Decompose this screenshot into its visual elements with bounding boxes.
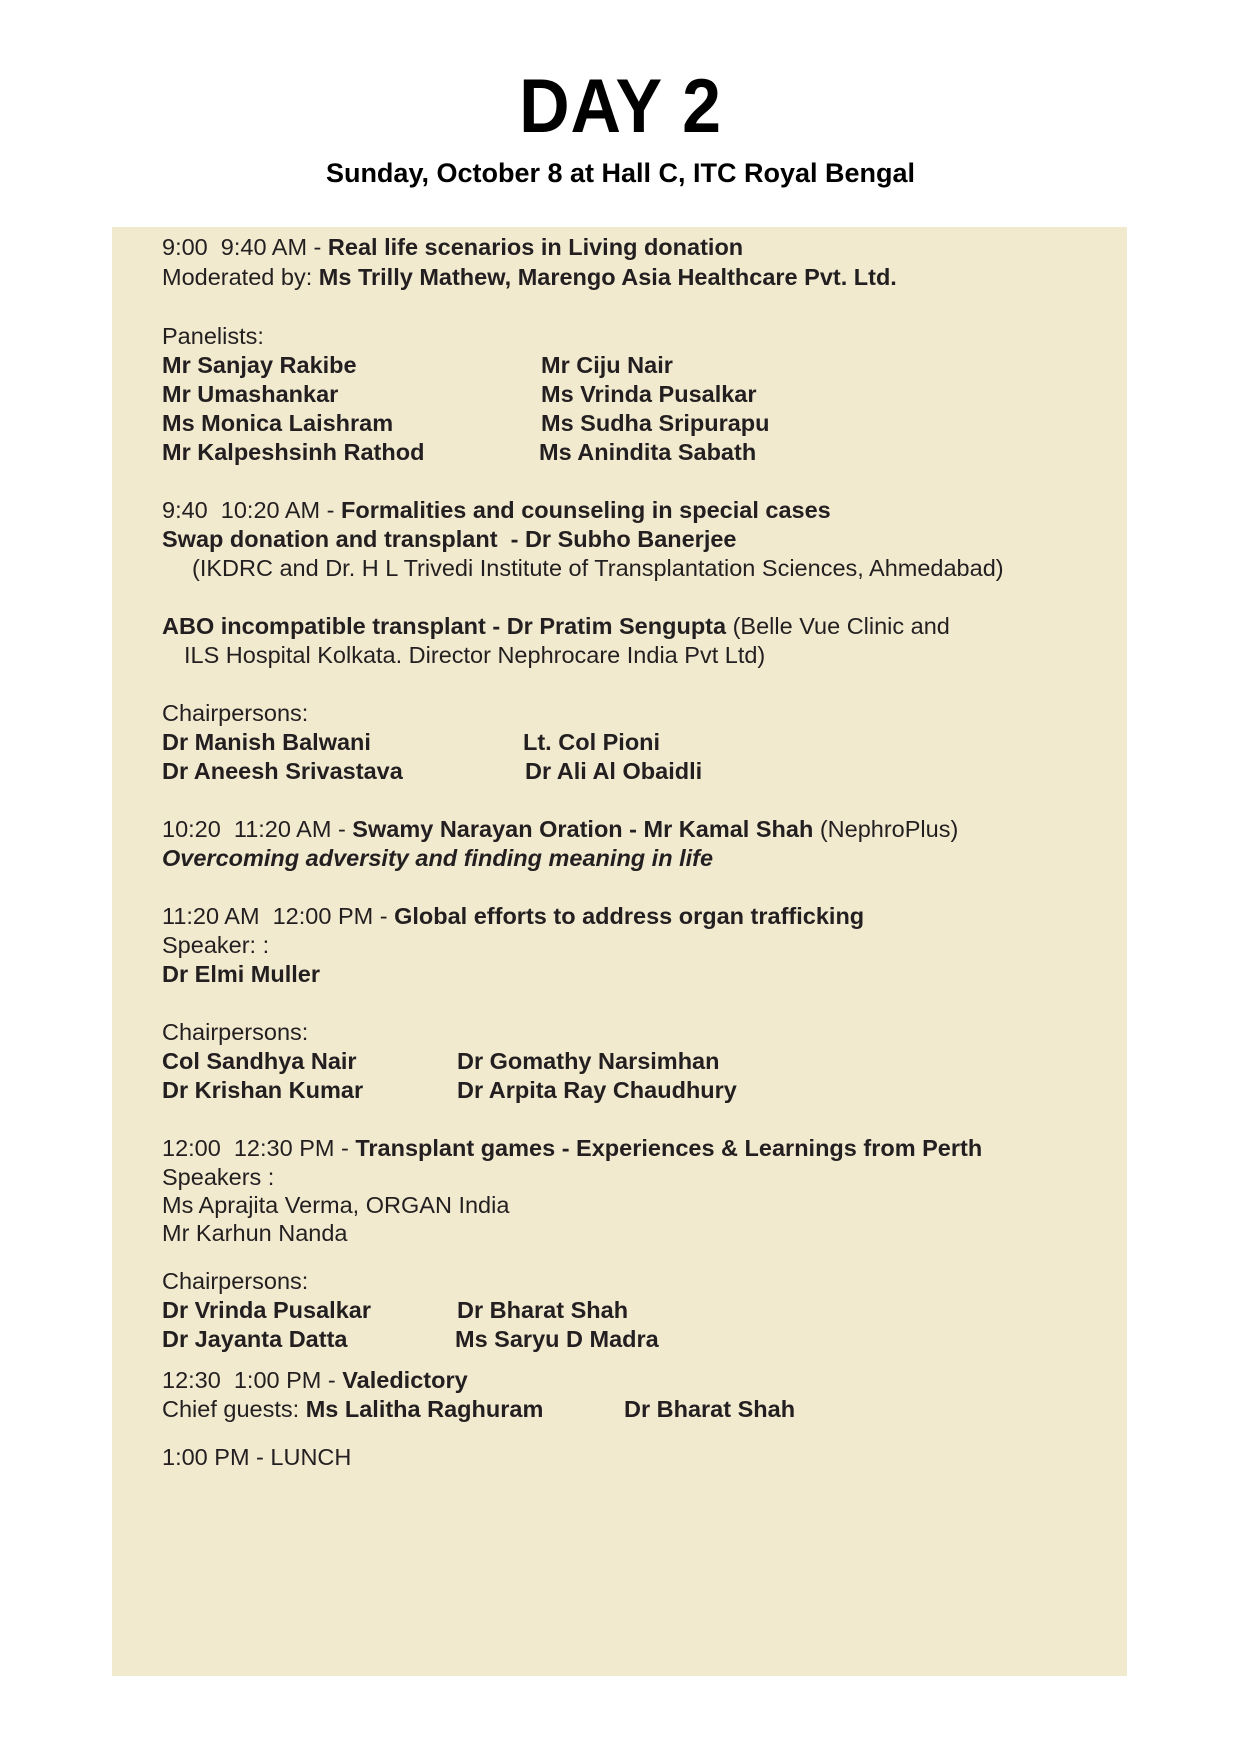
panelist: Ms Anindita Sabath — [539, 439, 757, 465]
session-time: 9:40 10:20 AM - — [162, 497, 341, 523]
session-time: 12:30 1:00 PM - — [162, 1367, 343, 1393]
panelists-label: Panelists: — [162, 323, 264, 349]
schedule-panel — [112, 227, 1127, 1676]
talk-2 — [162, 611, 950, 641]
session-4-heading — [162, 901, 864, 931]
session-time: 9:00 9:40 AM - — [162, 234, 328, 260]
chairperson: Dr Vrinda Pusalkar — [162, 1297, 371, 1323]
session-1-heading — [162, 232, 743, 262]
session-1-moderator — [162, 262, 897, 292]
chairperson: Dr Gomathy Narsimhan — [457, 1048, 720, 1074]
talk-affiliation: (Belle Vue Clinic and — [726, 613, 950, 639]
session-2-heading — [162, 495, 831, 525]
panelist: Ms Vrinda Pusalkar — [541, 381, 757, 407]
guest-name: Ms Lalitha Raghuram — [305, 1396, 544, 1422]
talk-title: Swap donation and transplant - Dr Subho Banerjee — [162, 526, 737, 552]
chairperson: Dr Ali Al Obaidli — [525, 758, 703, 784]
session-5-heading — [162, 1133, 982, 1163]
speaker-name: Dr Elmi Muller — [162, 961, 321, 987]
chairperson: Dr Krishan Kumar — [162, 1077, 364, 1103]
chairpersons-label: Chairpersons: — [162, 700, 309, 726]
talk-title: ABO incompatible transplant - Dr Pratim Sengupta — [162, 613, 727, 639]
talk-affiliation: (IKDRC and Dr. H L Trivedi Institute of Transplantation Sciences, Ahmedabad) — [192, 555, 1004, 581]
talk-affiliation-continued: ILS Hospital Kolkata. Director Nephrocare India Pvt Ltd) — [184, 642, 766, 668]
session-time: 10:20 11:20 AM - — [162, 816, 353, 842]
speaker-name: Mr Karhun Nanda — [162, 1220, 348, 1246]
moderator-label: Moderated by: — [162, 264, 319, 290]
page-title: DAY 2 — [519, 64, 722, 149]
speaker-label: Speaker: : — [162, 932, 270, 958]
speakers-label: Speakers : — [162, 1164, 275, 1190]
session-6-heading — [162, 1365, 468, 1395]
chairperson: Col Sandhya Nair — [162, 1048, 357, 1074]
session-title: Formalities and counseling in special cases — [340, 497, 831, 523]
moderator-name: Ms Trilly Mathew, Marengo Asia Healthcare Pvt. Ltd. — [318, 264, 897, 290]
session-title: Swamy Narayan Oration - Mr Kamal Shah — [352, 816, 814, 842]
chief-guests — [162, 1394, 543, 1424]
panelist: Ms Sudha Sripurapu — [541, 410, 770, 436]
session-title: Transplant games - Experiences & Learnings from Perth — [355, 1135, 983, 1161]
panelist: Ms Monica Laishram — [162, 410, 394, 436]
page-subtitle: Sunday, October 8 at Hall C, ITC Royal Bengal — [325, 158, 916, 188]
chairperson: Lt. Col Pioni — [523, 729, 661, 755]
chairperson: Dr Manish Balwani — [162, 729, 371, 755]
session-title: Valedictory — [342, 1367, 468, 1393]
session-time: 12:00 12:30 PM - — [162, 1135, 356, 1161]
session-title: Real life scenarios in Living donation — [327, 234, 744, 260]
panelist: Mr Ciju Nair — [541, 352, 673, 378]
session-affiliation: (NephroPlus) — [813, 816, 959, 842]
chairperson: Dr Jayanta Datta — [162, 1326, 348, 1352]
oration-subtitle: Overcoming adversity and finding meaning in life — [162, 845, 714, 871]
chairperson: Dr Arpita Ray Chaudhury — [457, 1077, 737, 1103]
chairperson: Dr Bharat Shah — [457, 1297, 629, 1323]
panelist: Mr Sanjay Rakibe — [162, 352, 357, 378]
panelist: Mr Umashankar — [162, 381, 339, 407]
session-time: 11:20 AM 12:00 PM - — [162, 903, 395, 929]
chairpersons-label: Chairpersons: — [162, 1019, 309, 1045]
chairpersons-label: Chairpersons: — [162, 1268, 309, 1294]
session-3-heading — [162, 814, 958, 844]
guest-name: Dr Bharat Shah — [624, 1396, 796, 1422]
panelist: Mr Kalpeshsinh Rathod — [162, 439, 425, 465]
chairperson: Ms Saryu D Madra — [455, 1326, 659, 1352]
chairperson: Dr Aneesh Srivastava — [162, 758, 403, 784]
speaker-name: Ms Aprajita Verma, ORGAN India — [162, 1192, 510, 1218]
guests-label: Chief guests: — [162, 1396, 306, 1422]
lunch-heading: 1:00 PM - LUNCH — [162, 1444, 352, 1470]
session-title: Global efforts to address organ trafficking — [394, 903, 865, 929]
